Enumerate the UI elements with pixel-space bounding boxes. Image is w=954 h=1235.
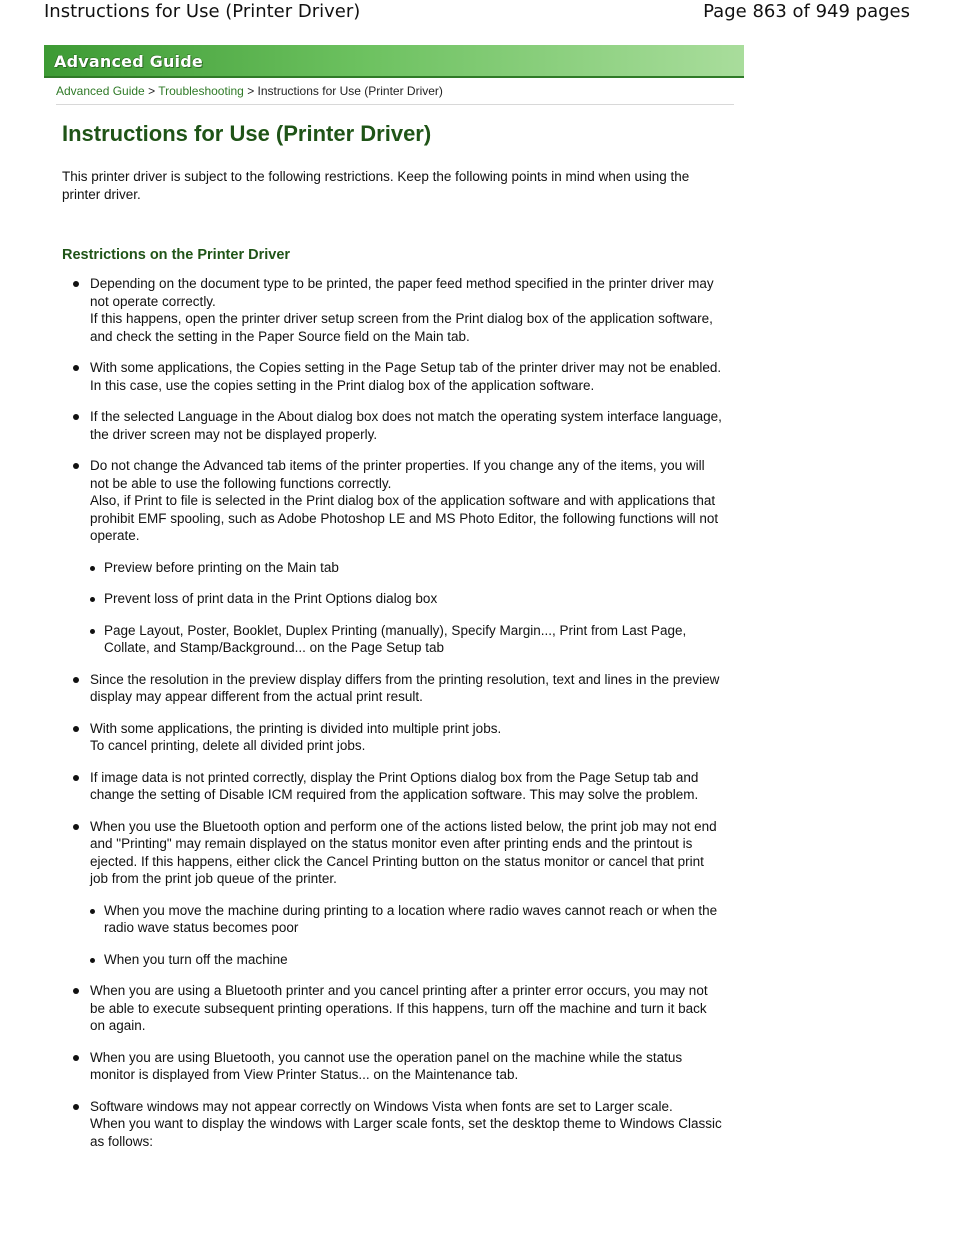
breadcrumb-link-advanced-guide[interactable]: Advanced Guide [56,84,145,98]
restriction-item-text: Depending on the document type to be printed, the paper feed method specified in the printer driver may not operate correctly. [90,276,714,309]
breadcrumb-separator: > [148,84,156,98]
section-heading: Restrictions on the Printer Driver [62,247,291,263]
restriction-item [62,275,722,345]
restriction-item [62,982,722,1035]
restriction-item [62,671,722,706]
restriction-item-text: Do not change the Advanced tab items of the printer properties. If you change any of the items, you will not be able to use the following functions correctly. [90,458,705,491]
restriction-item [62,769,722,804]
restriction-item-text: Also, if Print to file is selected in the Print dialog box of the application software and with applications that prohibit EMF spooling, such as Adobe Photoshop LE and MS Photo Editor, the following functions will not operate. [90,493,719,543]
restriction-sub-item: Prevent loss of print data in the Print Options dialog box [90,590,722,608]
restriction-item-text: If this happens, open the printer driver setup screen from the Print dialog box of the application software, and check the setting in the Paper Source field on the Main tab. [90,311,713,344]
restriction-sub-item: When you turn off the machine [90,951,722,969]
breadcrumb-current: Instructions for Use (Printer Driver) [257,84,443,98]
restriction-item-text: When you want to display the windows with Larger scale fonts, set the desktop theme to Windows Classic as follows: [90,1116,722,1149]
restriction-sub-list [90,902,722,969]
document-title: Instructions for Use (Printer Driver) [44,1,361,22]
restriction-item-text: If image data is not printed correctly, display the Print Options dialog box from the Page Setup tab and change the setting of Disable ICM required from the application software. This may solve the problem. [90,769,699,802]
intro-paragraph: This printer driver is subject to the following restrictions. Keep the following points in mind when using the printer driver. [62,169,690,202]
restriction-sub-item: Page Layout, Poster, Booklet, Duplex Printing (manually), Specify Margin..., Print from Last Page, Collate, and Stamp/Background... on the Page Setup tab [90,622,722,657]
advanced-guide-banner [44,45,744,78]
restriction-item-text: Since the resolution in the preview display differs from the printing resolution, text and lines in the preview display may appear different from the actual print result. [90,671,720,704]
restriction-item-text: When you use the Bluetooth option and perform one of the actions listed below, the print job may not end and "Printing" may remain displayed on the status monitor even after printing ends and the printout is ejected. If this happens, either click the Cancel Printing button on the status monitor or cancel that print job from the print job queue of the printer. [90,818,717,886]
restriction-item [62,720,722,755]
restriction-item [62,818,722,969]
restriction-item-text: If the selected Language in the About dialog box does not match the operating system interface language, the driver screen may not be displayed properly. [90,409,722,442]
breadcrumb-separator: > [247,84,255,98]
banner-logo-text: Advanced Guide [54,52,203,71]
restriction-item-text: With some applications, the printing is divided into multiple print jobs. [90,720,502,736]
restriction-sub-list [90,559,722,657]
restriction-item [62,1049,722,1084]
restriction-item-text: Software windows may not appear correctly on Windows Vista when fonts are set to Larger scale. [90,1098,673,1114]
restriction-item [62,457,722,657]
page-number: Page 863 of 949 pages [703,1,910,22]
restriction-item [62,359,722,394]
main-content [62,118,722,1164]
restriction-item-text: In this case, use the copies setting in the Print dialog box of the application software. [90,377,595,393]
page-title: Instructions for Use (Printer Driver) [62,121,432,146]
restriction-item-text: With some applications, the Copies setting in the Page Setup tab of the printer driver may not be enabled. [90,360,722,375]
restriction-item-text: When you are using a Bluetooth printer and you cancel printing after a printer error occurs, you may not be able to execute subsequent printing operations. If this happens, turn off the machine and turn it back on again. [90,983,708,1033]
restriction-item [62,1098,722,1151]
breadcrumb-link-troubleshooting[interactable]: Troubleshooting [158,84,244,98]
restrictions-list [62,275,722,1150]
restriction-item [62,408,722,443]
restriction-sub-item: Preview before printing on the Main tab [90,559,722,577]
restriction-sub-item: When you move the machine during printing to a location where radio waves cannot reach or when the radio wave status becomes poor [90,902,722,937]
restriction-item-text: When you are using Bluetooth, you cannot use the operation panel on the machine while the status monitor is displayed from View Printer Status... on the Maintenance tab. [90,1049,683,1082]
page-header [44,0,910,26]
breadcrumb [56,84,734,105]
restriction-item-text: To cancel printing, delete all divided print jobs. [90,738,366,753]
